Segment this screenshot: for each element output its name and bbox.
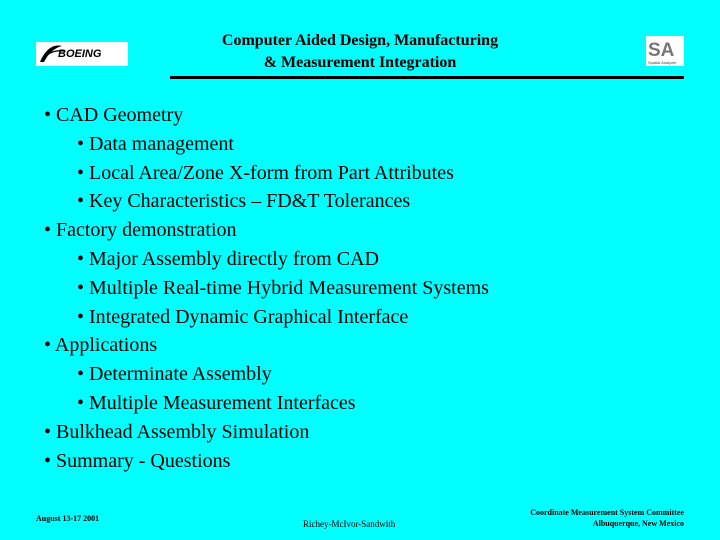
sub-bullet-item: • Key Characteristics – FD&T Tolerances [77,190,411,213]
sa-logo-subtitle: Spatial Analyzer [648,60,677,65]
footer-committee-line-2: Albuquerque, New Mexico [592,519,684,528]
bullet-item: • Applications [44,334,158,357]
boeing-wordmark: BOEING [58,48,102,60]
bullet-item: • Factory demonstration [44,219,237,242]
sub-bullet-item: • Multiple Measurement Interfaces [77,391,356,414]
sub-bullet-item: • Local Area/Zone X-form from Part Attributes [77,161,454,184]
slide-title [150,30,570,74]
sub-bullet-item: • Multiple Real-time Hybrid Measurement Systems [77,276,489,299]
footer-committee [530,507,684,529]
footer-date: August 13-17 2001 [36,514,100,523]
title-line-2: & Measurement Integration [263,54,457,71]
sub-bullet-item: • Determinate Assembly [77,363,272,386]
sa-logo-mark: SA [648,40,675,61]
bullet-item: • Bulkhead Assembly Simulation [44,420,310,443]
sub-bullet-item: • Integrated Dynamic Graphical Interface [77,305,409,328]
bullet-item: • CAD Geometry [44,104,184,126]
title-line-1: Computer Aided Design, Manufacturing [221,32,499,49]
bullet-item: • Summary - Questions [44,449,231,472]
sub-bullet-item: • Data management [77,132,234,155]
footer-authors: Richey-McIvor-Sandwith [303,519,396,529]
header-rule [170,76,684,79]
sub-bullet-item: • Major Assembly directly from CAD [77,247,379,270]
bullet-outline [44,101,704,475]
boeing-logo [36,42,128,66]
footer-committee-line-1: Coordinate Measurement System Committee [530,508,684,517]
sa-logo [646,36,684,66]
